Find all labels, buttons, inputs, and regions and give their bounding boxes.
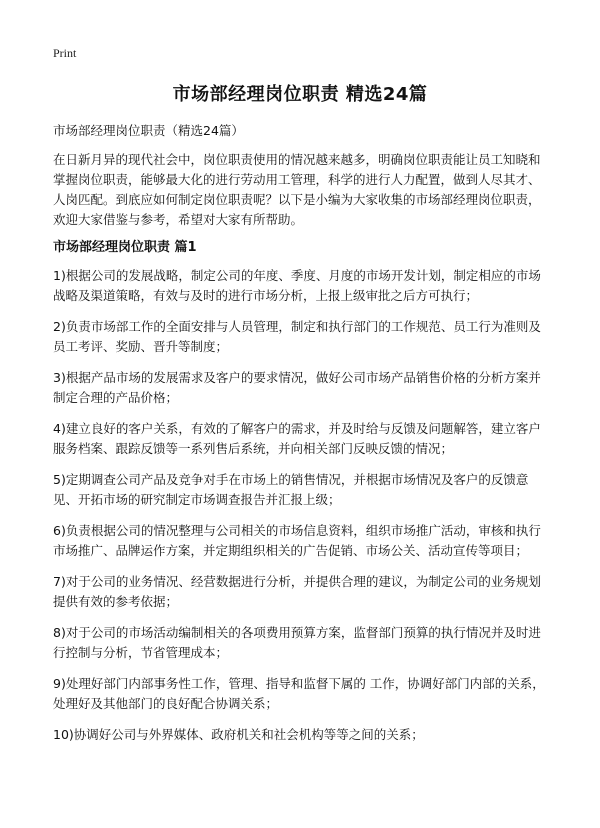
duty-item-1: 1)根据公司的发展战略，制定公司的年度、季度、月度的市场开发计划，制定相应的市场战略及渠道策略，有效与及时的进行市场分析，上报上级审批之后方可执行； [53,268,541,303]
duty-item-5: 5)定期调查公司产品及竞争对手在市场上的销售情况，并根据市场情况及客户的反馈意见、开拓市场的研究制定市场调查报告并汇报上级； [53,472,529,507]
duty-item-8: 8)对于公司的市场活动编制相关的各项费用预算方案，监督部门预算的执行情况并及时进行控制与分析，节省管理成本； [53,625,541,660]
page-title: 市场部经理岗位职责 精选24篇 [172,84,428,105]
duty-item-2: 2)负责市场部工作的全面安排与人员管理，制定和执行部门的工作规范、员工行为准则及员工考评、奖励、晋升等制度； [53,319,541,354]
duty-item-4: 4)建立良好的客户关系，有效的了解客户的需求，并及时给与反馈及问题解答，建立客户服务档案、跟踪反馈等一系列售后系统，并向相关部门反映反馈的情况； [53,421,541,456]
duty-list [53,266,551,756]
intro-paragraph: 在日新月异的现代社会中，岗位职责使用的情况越来越多，明确岗位职责能让员工知晓和掌握岗位职责，能够最大化的进行劳动用工管理，科学的进行人力配置，做到人尽其才、人岗匹配。到底应如何制定岗位职责呢？以下是小编为大家收集的市场部经理岗位职责，欢迎大家借鉴与参考，希望对大家有所帮助。 [53,152,541,227]
duty-item-9: 9)处理好部门内部事务性工作，管理、指导和监督下属的 工作，协调好部门内部的关系，处理好及其他部门的良好配合协调关系； [53,676,545,711]
print-link[interactable]: Print [53,46,77,60]
document-subtitle: 市场部经理岗位职责（精选24篇） [53,123,244,138]
duty-item-6: 6)负责根据公司的情况整理与公司相关的市场信息资料，组织市场推广活动，审核和执行市场推广、品牌运作方案，并定期组织相关的广告促销、市场公关、活动宣传等项目； [53,523,541,558]
duty-item-10: 10)协调好公司与外界媒体、政府机关和社会机构等等之间的关系； [53,727,424,742]
section-heading: 市场部经理岗位职责 篇1 [53,240,197,255]
duty-item-7: 7)对于公司的业务情况、经营数据进行分析，并提供合理的建议，为制定公司的业务规划提供有效的参考依据； [53,574,541,609]
duty-item-3: 3)根据产品市场的发展需求及客户的要求情况，做好公司市场产品销售价格的分析方案并制定合理的产品价格； [53,370,541,405]
